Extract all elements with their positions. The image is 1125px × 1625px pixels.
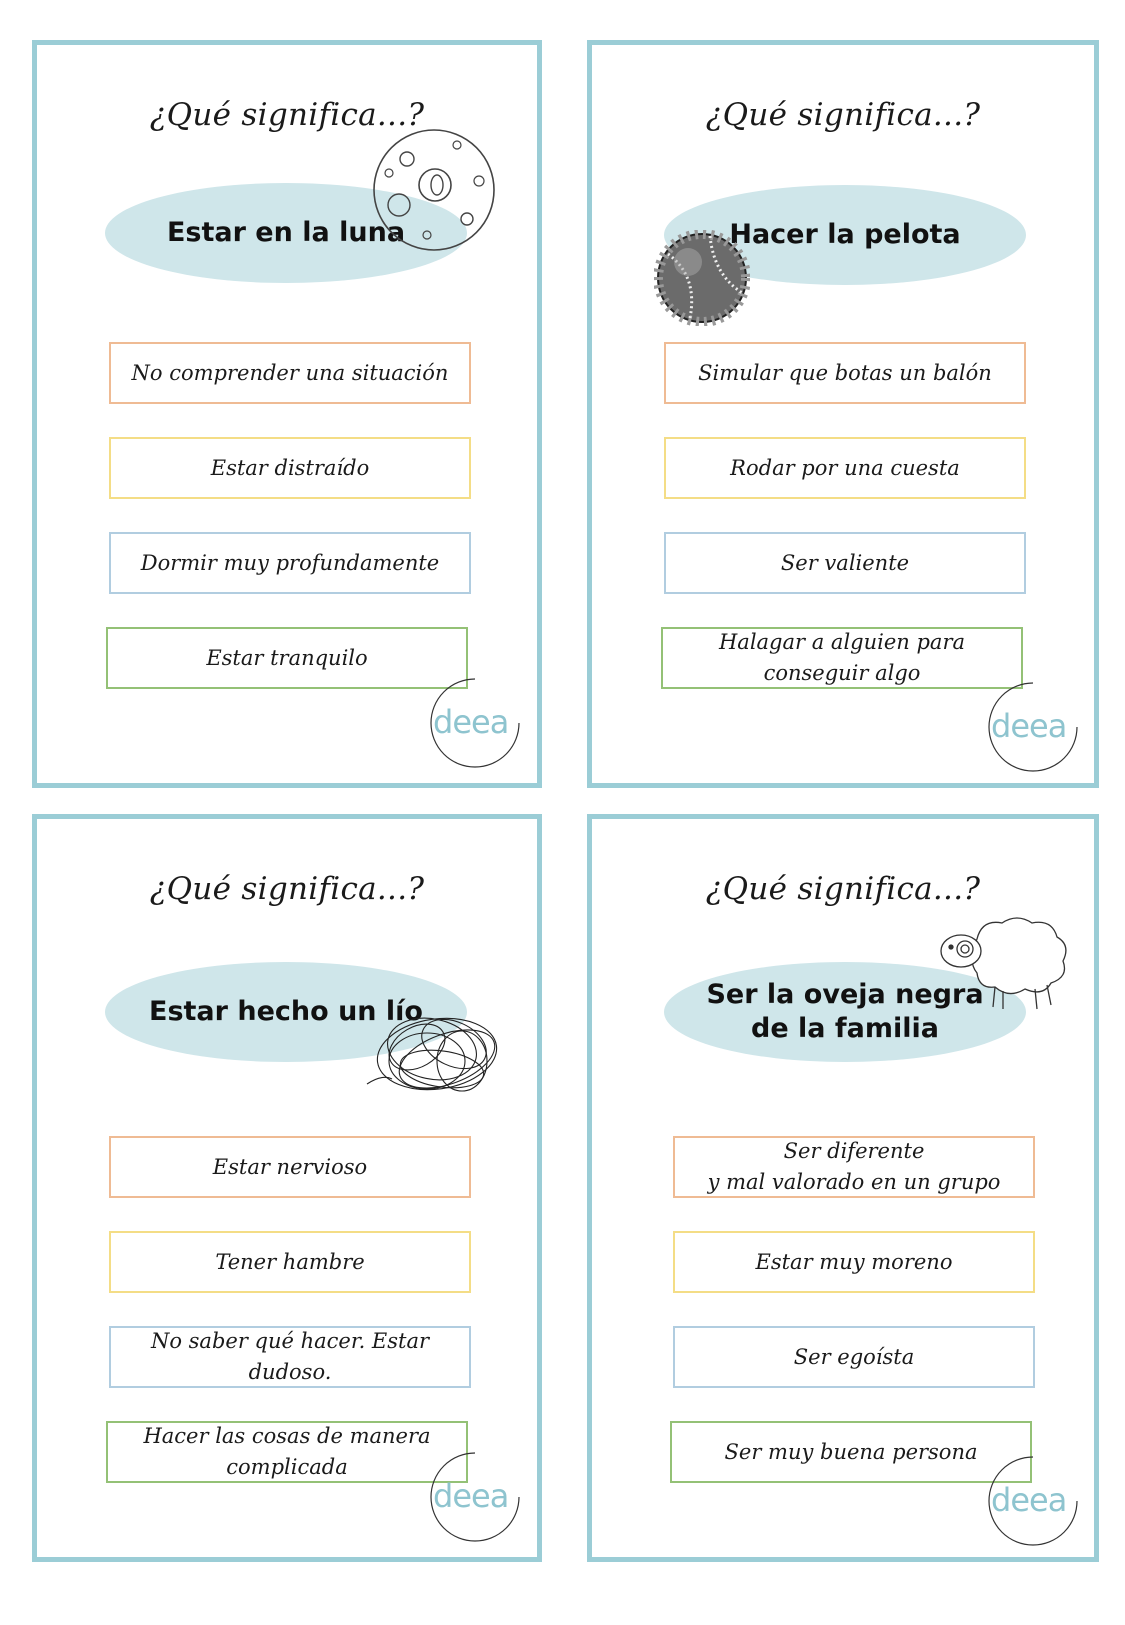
card-title: ¿Qué significa...?	[705, 97, 981, 133]
deea-logo	[985, 679, 1081, 775]
card-title: ¿Qué significa...?	[149, 97, 425, 133]
logo-word: deea	[433, 1477, 509, 1515]
answer-option[interactable]	[109, 532, 471, 594]
option-text: Halagar a alguien para	[718, 630, 965, 654]
option-text: Ser muy buena persona	[724, 1439, 978, 1464]
answer-option[interactable]	[664, 437, 1026, 499]
scribble-icon	[362, 999, 512, 1109]
option-text: Ser valiente	[780, 550, 910, 575]
option-text: y mal valorado en un grupo	[707, 1170, 1001, 1194]
card-estar-en-la-luna	[32, 40, 542, 788]
answer-option[interactable]	[109, 1231, 471, 1293]
option-text: Dormir muy profundamente	[140, 550, 440, 575]
option-text: dudoso.	[248, 1360, 332, 1384]
option-text: Estar tranquilo	[206, 645, 368, 670]
answer-option[interactable]	[109, 1136, 471, 1198]
idiom-line: Estar en la luna	[166, 217, 406, 248]
option-text: Estar distraído	[210, 455, 370, 480]
answer-option[interactable]	[673, 1231, 1035, 1293]
option-text: No saber qué hacer. Estar	[150, 1329, 430, 1353]
answer-option[interactable]	[664, 342, 1026, 404]
answer-option[interactable]	[109, 1326, 471, 1388]
option-text: No comprender una situación	[131, 360, 449, 385]
card-title: ¿Qué significa...?	[705, 871, 981, 907]
answer-option[interactable]	[661, 627, 1023, 689]
logo-word: deea	[991, 707, 1067, 745]
card-estar-hecho-un-lio	[32, 814, 542, 1562]
answer-option[interactable]	[109, 437, 471, 499]
option-text: Estar nervioso	[212, 1154, 368, 1179]
idiom-line: Hacer la pelota	[729, 219, 961, 250]
option-text: Ser egoísta	[793, 1344, 915, 1369]
answer-option[interactable]	[670, 1421, 1032, 1483]
answer-option[interactable]	[664, 532, 1026, 594]
answer-option[interactable]	[106, 627, 468, 689]
option-text: Hacer las cosas de manera	[143, 1424, 431, 1448]
option-text: complicada	[226, 1455, 348, 1479]
option-text: Simular que botas un balón	[698, 360, 992, 385]
option-text: conseguir algo	[763, 661, 921, 685]
answer-option[interactable]	[109, 342, 471, 404]
answer-option[interactable]	[106, 1421, 468, 1483]
option-text: Rodar por una cuesta	[730, 455, 960, 480]
logo-word: deea	[433, 703, 509, 741]
card-title: ¿Qué significa...?	[149, 871, 425, 907]
sheep-icon	[937, 909, 1072, 1014]
card-hacer-la-pelota	[587, 40, 1099, 788]
option-text: Ser diferente	[783, 1139, 925, 1163]
logo-word: deea	[991, 1481, 1067, 1519]
deea-logo	[427, 1449, 523, 1545]
idiom-line: de la familia	[751, 1013, 939, 1044]
idiom-line: Ser la oveja negra	[706, 979, 984, 1010]
answer-option[interactable]	[673, 1326, 1035, 1388]
option-text: Estar muy moreno	[755, 1249, 953, 1274]
moon-icon	[367, 123, 502, 258]
card-ser-la-oveja-negra	[587, 814, 1099, 1562]
idiom-line: Estar hecho un lío	[149, 996, 423, 1027]
deea-logo	[985, 1453, 1081, 1549]
deea-logo	[427, 675, 523, 771]
answer-option[interactable]	[673, 1136, 1035, 1198]
option-text: Tener hambre	[215, 1249, 365, 1274]
baseball-icon	[654, 230, 750, 326]
